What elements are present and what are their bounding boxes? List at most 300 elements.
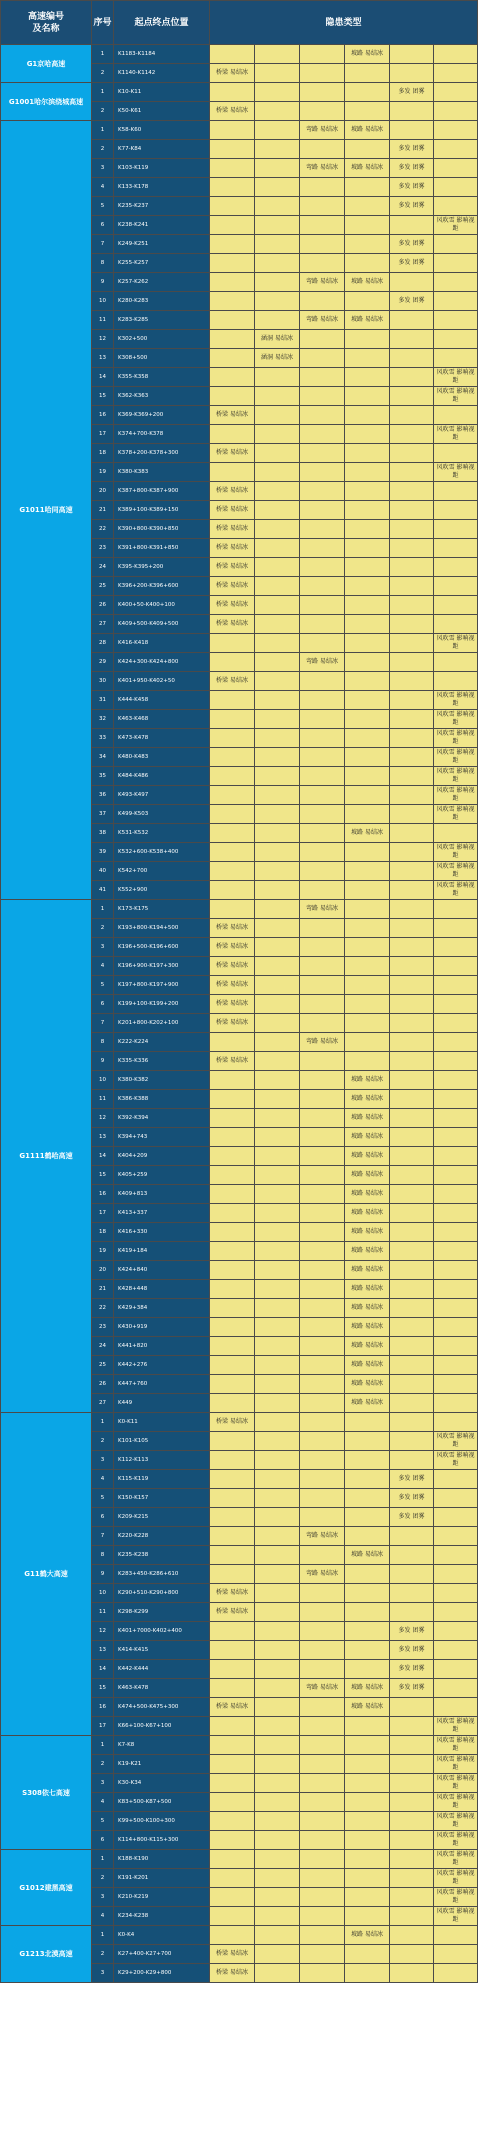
empty-cell [345, 1565, 390, 1584]
hazard-cell: 涵洞 易结冰 [255, 330, 300, 349]
row-location: K66+100-K67+100 [114, 1717, 210, 1736]
empty-cell [255, 387, 300, 406]
empty-cell [434, 1926, 478, 1945]
hazard-cell: 坡路 易结冰 [345, 1375, 390, 1394]
row-seq: 2 [92, 919, 114, 938]
hazard-cell: 桥梁 易结冰 [210, 1603, 255, 1622]
hazard-cell: 桥梁 易结冰 [210, 919, 255, 938]
empty-cell [345, 292, 390, 311]
row-location: K150-K157 [114, 1489, 210, 1508]
empty-cell [345, 634, 390, 653]
empty-cell [434, 938, 478, 957]
row-location: K413+337 [114, 1204, 210, 1223]
row-location: K308+500 [114, 349, 210, 368]
row-seq: 23 [92, 1318, 114, 1337]
empty-cell [345, 102, 390, 121]
hazard-cell: 桥梁 易结冰 [210, 1584, 255, 1603]
empty-cell [255, 729, 300, 748]
empty-cell [434, 140, 478, 159]
empty-cell [345, 254, 390, 273]
empty-cell [210, 1090, 255, 1109]
empty-cell [390, 121, 434, 140]
empty-cell [434, 178, 478, 197]
empty-cell [434, 311, 478, 330]
hazard-cell: 坡路 易结冰 [345, 273, 390, 292]
empty-cell [300, 1622, 345, 1641]
empty-cell [300, 1736, 345, 1755]
hazard-cell: 风吹雪 影响视距 [434, 1774, 478, 1793]
empty-cell [255, 1280, 300, 1299]
empty-cell [210, 1622, 255, 1641]
empty-cell [345, 539, 390, 558]
empty-cell [434, 653, 478, 672]
hazard-cell: 风吹雪 影响视距 [434, 368, 478, 387]
empty-cell [255, 1527, 300, 1546]
empty-cell [434, 330, 478, 349]
empty-cell [434, 1413, 478, 1432]
empty-cell [390, 1907, 434, 1926]
row-location: K362-K363 [114, 387, 210, 406]
empty-cell [345, 691, 390, 710]
empty-cell [300, 577, 345, 596]
empty-cell [434, 1546, 478, 1565]
empty-cell [210, 1185, 255, 1204]
row-seq: 21 [92, 501, 114, 520]
empty-cell [210, 1793, 255, 1812]
hazard-cell: 风吹雪 影响视距 [434, 216, 478, 235]
empty-cell [210, 330, 255, 349]
empty-cell [210, 1641, 255, 1660]
table-row [1, 900, 478, 919]
row-seq: 11 [92, 1090, 114, 1109]
empty-cell [434, 672, 478, 691]
empty-cell [255, 1451, 300, 1470]
hazard-cell: 多发 团雾 [390, 1508, 434, 1527]
row-seq: 5 [92, 1489, 114, 1508]
row-seq: 1 [92, 1736, 114, 1755]
empty-cell [434, 1945, 478, 1964]
empty-cell [210, 1033, 255, 1052]
empty-cell [434, 121, 478, 140]
empty-cell [300, 919, 345, 938]
row-location: K378+200-K378+300 [114, 444, 210, 463]
empty-cell [390, 843, 434, 862]
row-seq: 14 [92, 368, 114, 387]
hazard-cell: 坡路 易结冰 [345, 1698, 390, 1717]
row-location: K112-K113 [114, 1451, 210, 1470]
empty-cell [210, 273, 255, 292]
empty-cell [255, 1375, 300, 1394]
empty-cell [300, 1375, 345, 1394]
empty-cell [255, 1679, 300, 1698]
empty-cell [390, 1527, 434, 1546]
empty-cell [390, 710, 434, 729]
row-seq: 4 [92, 957, 114, 976]
empty-cell [210, 1109, 255, 1128]
empty-cell [255, 1565, 300, 1584]
empty-cell [300, 444, 345, 463]
empty-cell [345, 1508, 390, 1527]
empty-cell [300, 862, 345, 881]
empty-cell [300, 1242, 345, 1261]
row-location: K201+800-K202+100 [114, 1014, 210, 1033]
empty-cell [210, 1375, 255, 1394]
empty-cell [390, 1812, 434, 1831]
row-seq: 2 [92, 1869, 114, 1888]
empty-cell [300, 1869, 345, 1888]
empty-cell [345, 1831, 390, 1850]
empty-cell [434, 1318, 478, 1337]
row-seq: 16 [92, 406, 114, 425]
row-location: K386-K388 [114, 1090, 210, 1109]
empty-cell [210, 691, 255, 710]
empty-cell [345, 1622, 390, 1641]
empty-cell [300, 1850, 345, 1869]
empty-cell [434, 83, 478, 102]
empty-cell [210, 1166, 255, 1185]
row-location: K414-K415 [114, 1641, 210, 1660]
hazard-cell: 多发 团雾 [390, 1660, 434, 1679]
empty-cell [434, 349, 478, 368]
empty-cell [210, 1356, 255, 1375]
empty-cell [210, 1470, 255, 1489]
row-location: K391+800-K391+850 [114, 539, 210, 558]
hazard-cell: 桥梁 易结冰 [210, 64, 255, 83]
row-seq: 2 [92, 102, 114, 121]
empty-cell [210, 140, 255, 159]
empty-cell [390, 1698, 434, 1717]
row-location: K493-K497 [114, 786, 210, 805]
empty-cell [345, 520, 390, 539]
empty-cell [434, 1679, 478, 1698]
row-location: K0-K4 [114, 1926, 210, 1945]
empty-cell [390, 748, 434, 767]
empty-cell [390, 558, 434, 577]
empty-cell [300, 1318, 345, 1337]
empty-cell [255, 368, 300, 387]
empty-cell [434, 482, 478, 501]
empty-cell [345, 786, 390, 805]
empty-cell [255, 539, 300, 558]
empty-cell [255, 463, 300, 482]
empty-cell [300, 45, 345, 64]
header-highway: 高速编号 及名称 [1, 1, 92, 45]
empty-cell [390, 976, 434, 995]
empty-cell [210, 235, 255, 254]
hazard-cell: 弯路 易结冰 [300, 1565, 345, 1584]
row-seq: 37 [92, 805, 114, 824]
empty-cell [390, 1071, 434, 1090]
empty-cell [390, 653, 434, 672]
empty-cell [300, 1831, 345, 1850]
empty-cell [210, 349, 255, 368]
empty-cell [345, 1850, 390, 1869]
empty-cell [255, 1508, 300, 1527]
row-location: K430+919 [114, 1318, 210, 1337]
hazard-cell: 风吹雪 影响视距 [434, 1888, 478, 1907]
row-location: K280-K283 [114, 292, 210, 311]
empty-cell [210, 368, 255, 387]
empty-cell [300, 102, 345, 121]
empty-cell [390, 463, 434, 482]
row-seq: 36 [92, 786, 114, 805]
row-location: K369-K369+200 [114, 406, 210, 425]
empty-cell [300, 216, 345, 235]
empty-cell [390, 1033, 434, 1052]
empty-cell [255, 1717, 300, 1736]
hazard-cell: 桥梁 易结冰 [210, 976, 255, 995]
empty-cell [434, 1622, 478, 1641]
empty-cell [390, 1964, 434, 1983]
row-seq: 5 [92, 1812, 114, 1831]
hazard-cell: 风吹雪 影响视距 [434, 425, 478, 444]
empty-cell [255, 1774, 300, 1793]
empty-cell [255, 748, 300, 767]
empty-cell [210, 1318, 255, 1337]
row-location: K480-K483 [114, 748, 210, 767]
row-location: K191-K201 [114, 1869, 210, 1888]
empty-cell [345, 1888, 390, 1907]
empty-cell [255, 1223, 300, 1242]
empty-cell [345, 577, 390, 596]
empty-cell [345, 140, 390, 159]
empty-cell [210, 254, 255, 273]
row-seq: 26 [92, 596, 114, 615]
empty-cell [300, 824, 345, 843]
empty-cell [300, 178, 345, 197]
empty-cell [390, 729, 434, 748]
empty-cell [255, 444, 300, 463]
empty-cell [255, 1546, 300, 1565]
hazard-cell: 桥梁 易结冰 [210, 1698, 255, 1717]
hazard-cell: 桥梁 易结冰 [210, 615, 255, 634]
row-location: K1183-K1184 [114, 45, 210, 64]
row-seq: 9 [92, 1052, 114, 1071]
hazard-cell: 风吹雪 影响视距 [434, 1869, 478, 1888]
empty-cell [255, 121, 300, 140]
empty-cell [255, 767, 300, 786]
empty-cell [345, 64, 390, 83]
empty-cell [345, 425, 390, 444]
empty-cell [210, 1204, 255, 1223]
empty-cell [434, 596, 478, 615]
row-location: K400+50-K400+100 [114, 596, 210, 615]
empty-cell [300, 1261, 345, 1280]
row-location: K0-K11 [114, 1413, 210, 1432]
empty-cell [434, 64, 478, 83]
hazard-cell: 弯路 易结冰 [300, 653, 345, 672]
row-location: K416+330 [114, 1223, 210, 1242]
hazard-cell: 坡路 易结冰 [345, 311, 390, 330]
hazard-cell: 桥梁 易结冰 [210, 1413, 255, 1432]
empty-cell [210, 1907, 255, 1926]
empty-cell [345, 615, 390, 634]
empty-cell [345, 729, 390, 748]
empty-cell [434, 1603, 478, 1622]
empty-cell [300, 1698, 345, 1717]
empty-cell [255, 520, 300, 539]
empty-cell [300, 672, 345, 691]
empty-cell [300, 1147, 345, 1166]
empty-cell [390, 406, 434, 425]
hazard-cell: 坡路 易结冰 [345, 1090, 390, 1109]
hazard-cell: 桥梁 易结冰 [210, 1014, 255, 1033]
hazard-cell: 风吹雪 影响视距 [434, 805, 478, 824]
hazard-cell: 坡路 易结冰 [345, 824, 390, 843]
row-seq: 3 [92, 1451, 114, 1470]
empty-cell [390, 387, 434, 406]
empty-cell [390, 1337, 434, 1356]
empty-cell [434, 900, 478, 919]
row-location: K114+800-K115+300 [114, 1831, 210, 1850]
empty-cell [300, 634, 345, 653]
empty-cell [345, 881, 390, 900]
hazard-cell: 坡路 易结冰 [345, 1109, 390, 1128]
empty-cell [210, 1888, 255, 1907]
hazard-cell: 风吹雪 影响视距 [434, 1831, 478, 1850]
empty-cell [255, 1109, 300, 1128]
row-location: K404+209 [114, 1147, 210, 1166]
empty-cell [210, 1242, 255, 1261]
row-seq: 1 [92, 121, 114, 140]
empty-cell [300, 1128, 345, 1147]
empty-cell [390, 1869, 434, 1888]
empty-cell [390, 1945, 434, 1964]
empty-cell [255, 1641, 300, 1660]
row-seq: 41 [92, 881, 114, 900]
empty-cell [255, 1052, 300, 1071]
empty-cell [300, 767, 345, 786]
empty-cell [300, 1413, 345, 1432]
row-seq: 12 [92, 1109, 114, 1128]
empty-cell [345, 862, 390, 881]
empty-cell [345, 368, 390, 387]
hazard-cell: 风吹雪 影响视距 [434, 748, 478, 767]
empty-cell [255, 786, 300, 805]
hazard-cell: 风吹雪 影响视距 [434, 843, 478, 862]
empty-cell [300, 425, 345, 444]
empty-cell [210, 1565, 255, 1584]
row-location: K255-K257 [114, 254, 210, 273]
empty-cell [345, 1014, 390, 1033]
row-location: K222-K224 [114, 1033, 210, 1052]
hazard-cell: 桥梁 易结冰 [210, 501, 255, 520]
empty-cell [390, 995, 434, 1014]
empty-cell [390, 1793, 434, 1812]
empty-cell [345, 1945, 390, 1964]
empty-cell [390, 1109, 434, 1128]
hazard-cell: 桥梁 易结冰 [210, 596, 255, 615]
empty-cell [390, 957, 434, 976]
empty-cell [255, 558, 300, 577]
empty-cell [390, 1850, 434, 1869]
row-location: K257-K262 [114, 273, 210, 292]
row-seq: 33 [92, 729, 114, 748]
row-seq: 8 [92, 1546, 114, 1565]
empty-cell [300, 1907, 345, 1926]
empty-cell [390, 45, 434, 64]
empty-cell [255, 425, 300, 444]
empty-cell [434, 1641, 478, 1660]
empty-cell [300, 501, 345, 520]
empty-cell [255, 634, 300, 653]
row-location: K220-K228 [114, 1527, 210, 1546]
empty-cell [390, 501, 434, 520]
empty-cell [434, 1356, 478, 1375]
row-location: K30-K34 [114, 1774, 210, 1793]
hazard-cell: 坡路 易结冰 [345, 1204, 390, 1223]
empty-cell [434, 1033, 478, 1052]
empty-cell [390, 216, 434, 235]
empty-cell [345, 1736, 390, 1755]
hazard-cell: 多发 团雾 [390, 140, 434, 159]
empty-cell [390, 1394, 434, 1413]
empty-cell [210, 1736, 255, 1755]
empty-cell [210, 634, 255, 653]
empty-cell [210, 1717, 255, 1736]
empty-cell [255, 900, 300, 919]
hazard-cell: 桥梁 易结冰 [210, 482, 255, 501]
empty-cell [390, 311, 434, 330]
empty-cell [255, 976, 300, 995]
table-row [1, 1850, 478, 1869]
empty-cell [434, 1128, 478, 1147]
empty-cell [210, 767, 255, 786]
row-location: K380-K383 [114, 463, 210, 482]
row-seq: 3 [92, 159, 114, 178]
empty-cell [255, 1090, 300, 1109]
empty-cell [390, 824, 434, 843]
empty-cell [434, 1394, 478, 1413]
table-body [1, 45, 478, 1983]
empty-cell [345, 197, 390, 216]
empty-cell [434, 1280, 478, 1299]
empty-cell [390, 1603, 434, 1622]
hazard-cell: 桥梁 易结冰 [210, 995, 255, 1014]
empty-cell [434, 1375, 478, 1394]
empty-cell [210, 387, 255, 406]
empty-cell [434, 1565, 478, 1584]
empty-cell [300, 1451, 345, 1470]
row-seq: 6 [92, 216, 114, 235]
empty-cell [210, 748, 255, 767]
empty-cell [434, 1489, 478, 1508]
row-seq: 2 [92, 64, 114, 83]
empty-cell [345, 1432, 390, 1451]
empty-cell [210, 1451, 255, 1470]
empty-cell [390, 862, 434, 881]
hazard-cell: 坡路 易结冰 [345, 1337, 390, 1356]
row-location: K173-K175 [114, 900, 210, 919]
empty-cell [300, 463, 345, 482]
hazard-cell: 坡路 易结冰 [345, 1261, 390, 1280]
row-location: K103-K119 [114, 159, 210, 178]
hazard-cell: 风吹雪 影响视距 [434, 1432, 478, 1451]
empty-cell [390, 1223, 434, 1242]
empty-cell [345, 1717, 390, 1736]
empty-cell [390, 1736, 434, 1755]
hazard-cell: 桥梁 易结冰 [210, 444, 255, 463]
empty-cell [255, 501, 300, 520]
row-location: K416-K418 [114, 634, 210, 653]
row-seq: 15 [92, 1166, 114, 1185]
empty-cell [345, 1660, 390, 1679]
empty-cell [300, 1774, 345, 1793]
empty-cell [390, 1451, 434, 1470]
empty-cell [345, 501, 390, 520]
empty-cell [345, 387, 390, 406]
row-seq: 18 [92, 444, 114, 463]
